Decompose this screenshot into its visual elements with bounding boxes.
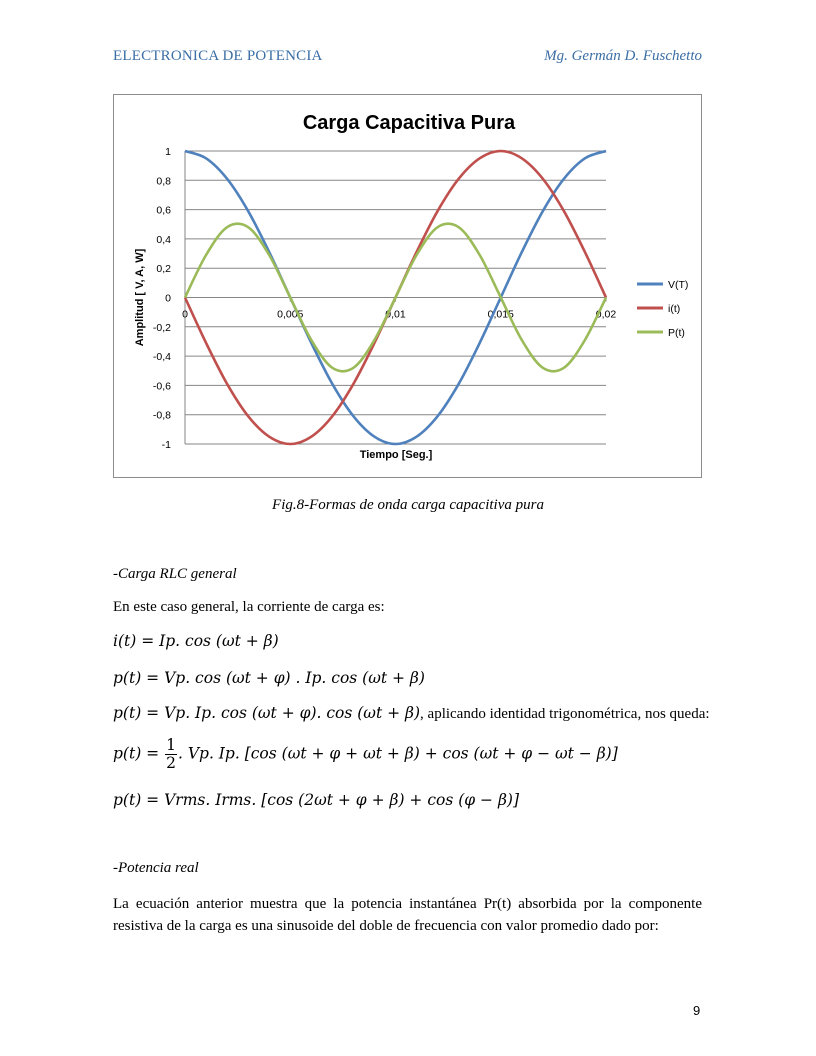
y-tick-label: -0,6: [152, 380, 171, 393]
x-tick-label: 0,005: [277, 308, 304, 321]
y-tick-label: 0: [165, 292, 171, 305]
y-tick-label: 0,6: [156, 204, 171, 217]
y-tick-label: -0,2: [152, 321, 171, 334]
paragraph-real-power: La ecuación anterior muestra que la potencia instantánea Pr(t) absorbida por la componente resistiva de la carga es una sinusoide del doble de frecuencia con valor promedio dado por:: [113, 896, 702, 934]
y-tick-label: 0,2: [156, 263, 171, 276]
header-title: ELECTRONICA DE POTENCIA: [113, 48, 323, 64]
paragraph-intro: En este caso general, la corriente de carga es:: [113, 599, 385, 615]
equation-power-product: p(t) = Vp. cos (ωt + φ) . Ip. cos (ωt + β): [113, 669, 425, 687]
x-tick-label: 0: [182, 308, 188, 321]
equation-trig-identity-lhs: p(t) =: [113, 744, 160, 763]
figure-caption: Fig.8-Formas de onda carga capacitiva pura: [272, 497, 544, 513]
y-tick-label: 1: [165, 146, 171, 158]
section-heading-rlc: -Carga RLC general: [113, 566, 237, 582]
y-tick-label: -1: [161, 439, 171, 451]
x-tick-label: 0,02: [595, 308, 617, 321]
equation-power-rms: p(t) = Vrms. Irms. [cos (2ωt + φ + β) + cos (φ − β)]: [113, 791, 520, 809]
legend-label-0: V(T): [668, 279, 689, 291]
fraction-half: [165, 737, 177, 772]
legend-label-2: P(t): [668, 327, 685, 339]
x-tick-label: 0,015: [487, 308, 514, 321]
fraction-numerator: 1: [166, 736, 176, 754]
y-tick-label: -0,4: [152, 351, 171, 364]
page-number: 9: [693, 1003, 701, 1018]
y-tick-label: 0,4: [156, 233, 171, 246]
waveform-chart: [114, 95, 703, 479]
fraction-denominator: 2: [166, 754, 176, 772]
equation-power-expanded: [113, 704, 710, 723]
x-tick-label: 0,01: [385, 308, 406, 321]
legend-label-1: i(t): [668, 303, 681, 315]
y-tick-label: -0,8: [152, 409, 171, 422]
equation-trig-identity: [113, 737, 618, 772]
header-author: Mg. Germán D. Fuschetto: [544, 48, 702, 64]
chart-title: Carga Capacitiva Pura: [302, 112, 516, 134]
x-axis-label: Tiempo [Seg.]: [359, 449, 433, 461]
section-heading-real-power: -Potencia real: [113, 860, 199, 876]
equation-trig-identity-rhs: . Vp. Ip. [cos (ωt + φ + ωt + β) + cos (ωt + φ − ωt − β)]: [177, 744, 618, 763]
y-axis-label: Amplitud [ V, A, W]: [134, 248, 146, 347]
equation-current: i(t) = Ip. cos (ωt + β): [113, 632, 279, 650]
y-tick-label: 0,8: [156, 175, 171, 188]
equation-power-expanded-math: p(t) = Vp. Ip. cos (ωt + φ). cos (ωt + β): [113, 704, 421, 722]
chart-frame: [113, 94, 702, 478]
equation-power-expanded-text: , aplicando identidad trigonométrica, nos queda:: [420, 706, 710, 722]
